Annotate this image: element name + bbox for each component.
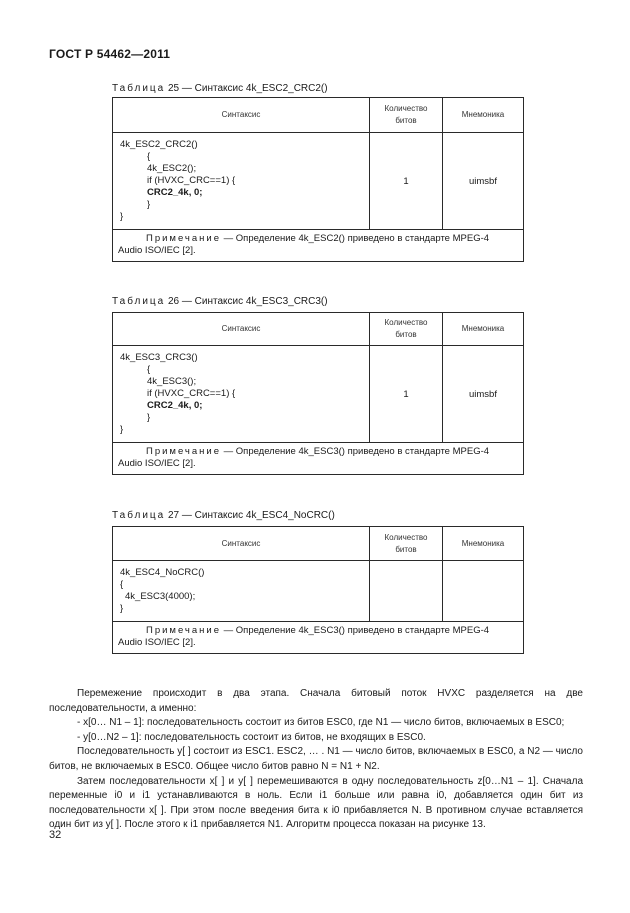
code-line: 4k_ESC2_CRC2() <box>120 139 198 150</box>
syntax-header: Синтаксис <box>113 98 370 133</box>
document-header: ГОСТ Р 54462—2011 <box>49 47 171 61</box>
caption-prefix: Таблица <box>112 510 166 521</box>
note-prefix: Примечание <box>146 625 221 636</box>
table-note <box>113 622 524 654</box>
caption-prefix: Таблица <box>112 83 166 94</box>
code-line: { <box>147 151 151 162</box>
note-text-cont: Audio ISO/IEC [2]. <box>118 637 196 648</box>
bits-header-line1: Количество <box>384 104 428 113</box>
list-item: - y[0…N2 – 1]: последовательность состоит из битов, не входящих в ESC0. <box>77 731 426 743</box>
code-line: } <box>120 603 124 614</box>
mnemonic-header: Мнемоника <box>443 98 524 133</box>
note-text-cont: Audio ISO/IEC [2]. <box>118 458 196 469</box>
code-line: } <box>147 199 151 210</box>
code-line: } <box>120 211 124 222</box>
mnemonic-header: Мнемоника <box>443 527 524 561</box>
bits-header-line2: битов <box>395 330 417 339</box>
code-line: 4k_ESC2(); <box>147 163 197 174</box>
mnemonic-value <box>443 561 524 622</box>
code-line: CRC2_4k, 0; <box>147 400 203 411</box>
code-line: 4k_ESC4_NoCRC() <box>120 567 205 578</box>
table-note <box>113 230 524 262</box>
note-prefix: Примечание <box>146 446 221 457</box>
bits-header-line1: Количество <box>384 318 428 327</box>
syntax-code <box>113 133 370 230</box>
paragraph: Последовательность y[ ] состоит из ESC1. ESC2, … . N1 — число битов, включаемых в ESC0, а N2 — число битов, не включаемых в ESC0. Общее число битов равно N = N1 + N2. <box>49 746 583 772</box>
mnemonic-value: uimsbf <box>443 133 524 230</box>
note-prefix: Примечание <box>146 233 221 244</box>
syntax-code <box>113 346 370 443</box>
table-caption <box>112 296 328 307</box>
code-line: { <box>147 364 151 375</box>
body-text <box>49 687 583 833</box>
caption-prefix: Таблица <box>112 296 166 307</box>
table-note <box>113 443 524 475</box>
syntax-header: Синтаксис <box>113 527 370 561</box>
syntax-table <box>112 312 524 475</box>
bits-header <box>370 98 443 133</box>
caption-text: 25 — Синтаксис 4k_ESC2_CRC2() <box>165 83 328 94</box>
bits-value <box>370 561 443 622</box>
code-line: { <box>120 579 124 590</box>
note-text-cont: Audio ISO/IEC [2]. <box>118 245 196 256</box>
bits-header-line2: битов <box>395 116 417 125</box>
bits-value: 1 <box>370 346 443 443</box>
code-line: 4k_ESC3(); <box>147 376 197 387</box>
bits-header-line1: Количество <box>384 532 428 542</box>
code-line: 4k_ESC3_CRC3() <box>120 352 198 363</box>
paragraph: Перемежение происходит в два этапа. Сначала битовый поток HVXC разделяется на две последовательности, а именно: <box>49 688 583 714</box>
syntax-header: Синтаксис <box>113 313 370 346</box>
paragraph: Затем последовательности x[ ] и y[ ] перемешиваются в одну последовательность z[0…N1 – 1]. Сначала переменные i0 и i1 устанавливаются в ноль. Если i1 больше или равна i0, добавляется один бит из последовательности x[ ]. При этом после введения бита к i0 прибавляется N. В противном случае вставляется один бит из y[ ]. После этого к i1 прибавляется N1. Алгоритм процесса показан на рисунке 13. <box>49 775 583 831</box>
bits-header-line2: битов <box>395 544 417 554</box>
code-line: if (HVXC_CRC==1) { <box>147 388 236 399</box>
mnemonic-value: uimsbf <box>443 346 524 443</box>
table-caption <box>112 510 335 521</box>
syntax-table <box>112 97 524 262</box>
code-line: CRC2_4k, 0; <box>147 187 203 198</box>
code-line: if (HVXC_CRC==1) { <box>147 175 236 186</box>
bits-value: 1 <box>370 133 443 230</box>
bits-header <box>370 527 443 561</box>
note-text: — Определение 4k_ESC2() приведено в стандарте MPEG-4 <box>221 233 490 244</box>
syntax-code <box>113 561 370 622</box>
list-item: - x[0… N1 – 1]: последовательность состоит из битов ESC0, где N1 — число битов, включаемых в ESC0; <box>77 717 565 729</box>
page-number: 32 <box>49 829 62 841</box>
bits-header <box>370 313 443 346</box>
note-text: — Определение 4k_ESC3() приведено в стандарте MPEG-4 <box>221 625 490 636</box>
code-line: } <box>147 412 151 423</box>
caption-text: 27 — Синтаксис 4k_ESC4_NoCRC() <box>165 510 335 521</box>
code-line: 4k_ESC3(4000); <box>125 591 196 602</box>
table-caption <box>112 83 328 94</box>
note-text: — Определение 4k_ESC3() приведено в стандарте MPEG-4 <box>221 446 490 457</box>
code-line: } <box>120 424 124 435</box>
syntax-table <box>112 526 524 654</box>
mnemonic-header: Мнемоника <box>443 313 524 346</box>
caption-text: 26 — Синтаксис 4k_ESC3_CRC3() <box>165 296 328 307</box>
